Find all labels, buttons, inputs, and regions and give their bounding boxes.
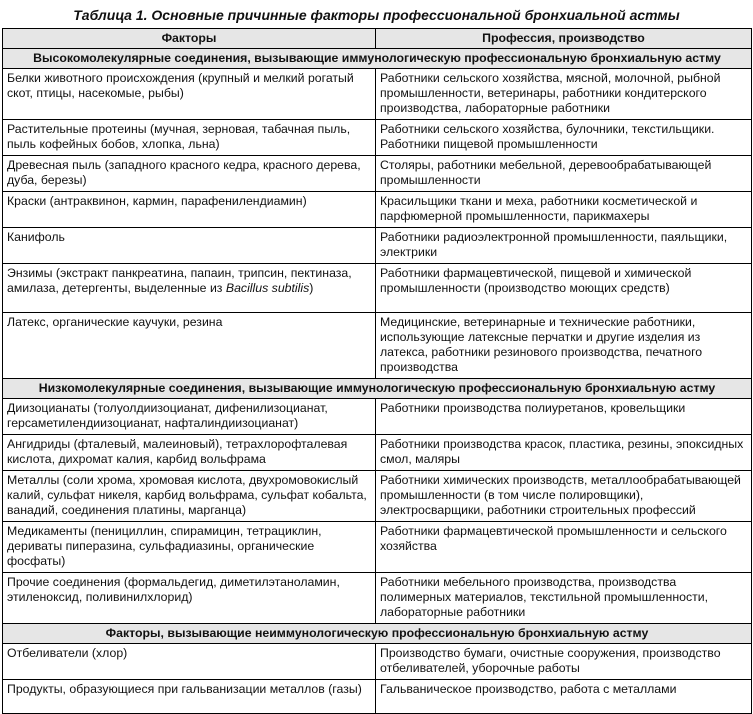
table-caption: Таблица 1. Основные причинные факторы профессиональной бронхиальной астмы	[73, 7, 680, 23]
group-title-non-immunological: Факторы, вызывающие неиммунологическую профессиональную бронхиальную астму	[3, 624, 752, 644]
group-title-low-molecular: Низкомолекулярные соединения, вызывающие иммунологическую профессиональную бронхиальную астму	[3, 379, 752, 399]
factor-cell: Металлы (соли хрома, хромовая кислота, двухромовокислый калий, сульфат никеля, карбид вольфрама, сульфат кобальта, ванадий, соединения платины, марганца)	[3, 471, 376, 522]
profession-cell: Производство бумаги, очистные сооружения, производство отбеливателей, уборочные работы	[376, 644, 752, 680]
table-row	[3, 680, 752, 714]
profession-cell: Работники производства красок, пластика, резины, эпоксидных смол, маляры	[376, 435, 752, 471]
factor-cell	[3, 264, 376, 313]
table-row	[3, 156, 752, 192]
table-row	[3, 120, 752, 156]
profession-cell: Работники фармацевтической промышленности и сельского хозяйства	[376, 522, 752, 573]
profession-cell: Работники радиоэлектронной промышленности, паяльщики, электрики	[376, 228, 752, 264]
profession-cell: Работники сельского хозяйства, булочники, текстильщики. Работники пищевой промышленности	[376, 120, 752, 156]
table-row	[3, 644, 752, 680]
profession-cell: Работники фармацевтической, пищевой и химической промышленности (производство моющих средств)	[376, 264, 752, 313]
table-row	[3, 573, 752, 624]
factor-tail-text: )	[309, 281, 314, 295]
profession-cell: Столяры, работники мебельной, деревообрабатывающей промышленности	[376, 156, 752, 192]
table-row	[3, 69, 752, 120]
profession-cell: Работники химических производств, металлообрабатывающей промышленности (в том числе полировщики), электросварщики, работники строительных профессий	[376, 471, 752, 522]
factor-cell: Отбеливатели (хлор)	[3, 644, 376, 680]
factor-cell: Краски (антраквинон, кармин, парафенилендиамин)	[3, 192, 376, 228]
table-row	[3, 192, 752, 228]
factor-text: Энзимы (экстракт панкреатина, папаин, трипсин, пектиназа, амилаза, детергенты, выделенные из	[7, 266, 352, 295]
factor-italic-text: Bacillus subtilis	[225, 281, 310, 295]
table-row	[3, 435, 752, 471]
profession-cell: Красильщики ткани и меха, работники косметической и парфюмерной промышленности, парикмахеры	[376, 192, 752, 228]
factor-cell: Ангидриды (фталевый, малеиновый), тетрахлорофталевая кислота, дихромат калия, карбид вольфрама	[3, 435, 376, 471]
factor-cell: Растительные протеины (мучная, зерновая, табачная пыль, пыль кофейных бобов, хлопка, льна)	[3, 120, 376, 156]
table-row	[3, 399, 752, 435]
group-header-row	[3, 624, 752, 644]
factor-cell: Древесная пыль (западного красного кедра, красного дерева, дуба, березы)	[3, 156, 376, 192]
table-row	[3, 264, 752, 313]
column-header-factors: Факторы	[3, 29, 376, 49]
profession-cell: Гальваническое производство, работа с металлами	[376, 680, 752, 714]
table-row	[3, 522, 752, 573]
factor-cell: Белки животного происхождения (крупный и мелкий рогатый скот, птицы, насекомые, рыбы)	[3, 69, 376, 120]
factor-cell: Прочие соединения (формальдегид, диметилэтаноламин, этиленоксид, поливинилхлорид)	[3, 573, 376, 624]
group-header-row	[3, 49, 752, 69]
profession-cell: Медицинские, ветеринарные и технические работники, использующие латексные перчатки и другие изделия из латекса, работники резинового производства, печатного производства	[376, 313, 752, 379]
group-title-high-molecular: Высокомолекулярные соединения, вызывающие иммунологическую профессиональную бронхиальную астму	[3, 49, 752, 69]
factor-cell: Латекс, органические каучуки, резина	[3, 313, 376, 379]
table-row	[3, 313, 752, 379]
factor-cell: Диизоцианаты (толуолдиизоцианат, дифенилизоцианат, герсаметилендиизоцианат, нафталиндиизоцианат)	[3, 399, 376, 435]
table-row	[3, 471, 752, 522]
column-header-profession: Профессия, производство	[376, 29, 752, 49]
profession-cell: Работники сельского хозяйства, мясной, молочной, рыбной промышленности, ветеринары, работники кондитерского производства, лабораторные работники	[376, 69, 752, 120]
table-header-row	[3, 29, 752, 49]
table-row	[3, 228, 752, 264]
group-header-row	[3, 379, 752, 399]
factor-cell: Медикаменты (пенициллин, спирамицин, тетрациклин, дериваты пиперазина, сульфадиазины, органические фосфаты)	[3, 522, 376, 573]
profession-cell: Работники производства полиуретанов, кровельщики	[376, 399, 752, 435]
factor-cell: Канифоль	[3, 228, 376, 264]
factor-cell: Продукты, образующиеся при гальванизации металлов (газы)	[3, 680, 376, 714]
causal-factors-table	[2, 28, 752, 714]
profession-cell: Работники мебельного производства, производства полимерных материалов, текстильной промышленности, лабораторные работники	[376, 573, 752, 624]
